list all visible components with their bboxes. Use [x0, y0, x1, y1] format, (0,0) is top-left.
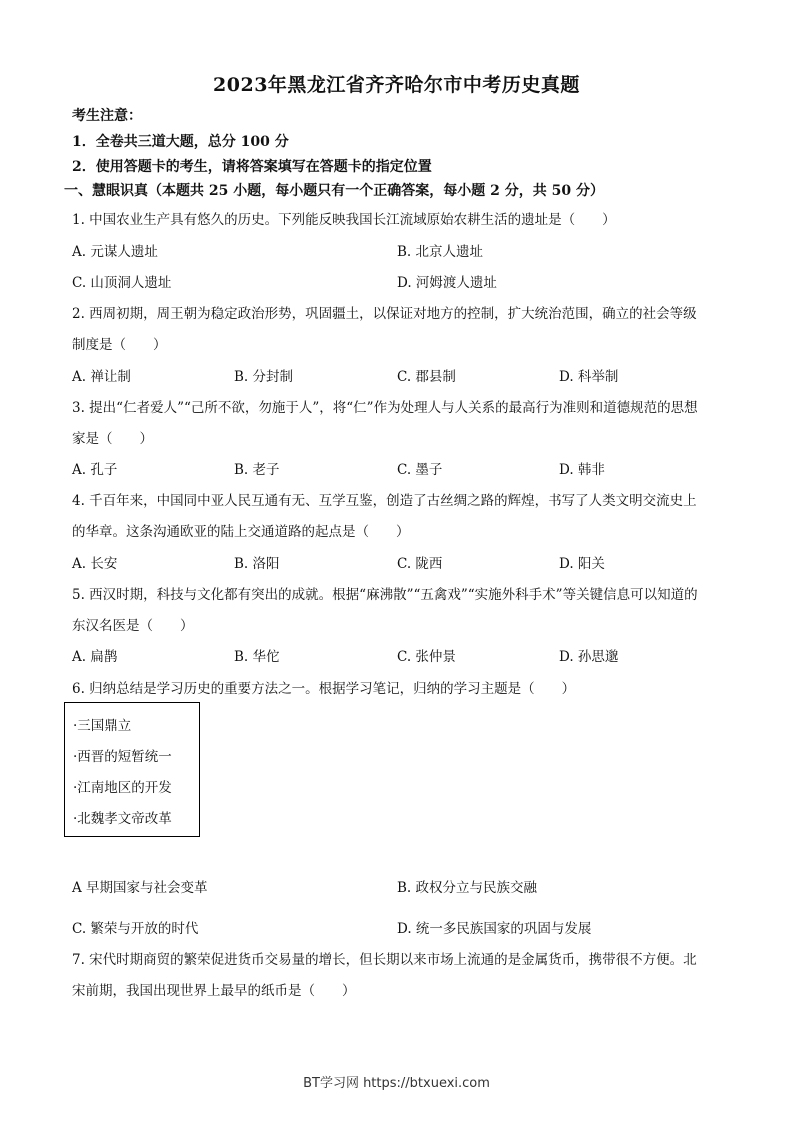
question-6-text: 6. 归纳总结是学习历史的重要方法之一。根据学习笔记，归纳的学习主题是（ ）	[72, 681, 576, 697]
q6-option-d: D. 统一多民族国家的巩固与发展	[397, 921, 592, 937]
question-4-text-line2: 的华章。这条沟通欧亚的陆上交通道路的起点是（ ）	[72, 524, 410, 540]
q4-option-d: D. 阳关	[559, 556, 605, 572]
notice-item-1: 1．全卷共三道大题，总分 100 分	[72, 134, 289, 150]
page-title: 2023年黑龙江省齐齐哈尔市中考历史真题	[213, 74, 580, 96]
q6-option-b: B. 政权分立与民族交融	[397, 880, 538, 896]
q1-option-d: D. 河姆渡人遗址	[397, 275, 497, 291]
notes-item: ·西晋的短暂统一	[73, 749, 172, 765]
notes-item: ·江南地区的开发	[73, 780, 172, 796]
question-4-text-line1: 4. 千百年来，中国同中亚人民互通有无、互学互鉴，创造了古丝绸之路的辉煌，书写了人类文明交流史上	[72, 493, 697, 509]
section-heading: 一、慧眼识真（本题共 25 小题，每小题只有一个正确答案，每小题 2 分，共 50 分）	[64, 183, 604, 199]
question-5-text-line1: 5. 西汉时期，科技与文化都有突出的成就。根据“麻沸散”“五禽戏”“实施外科手术”等关键信息可以知道的	[72, 587, 698, 603]
q5-option-a: A. 扁鹊	[72, 649, 118, 665]
q3-option-c: C. 墨子	[397, 462, 443, 478]
q6-option-a: A 早期国家与社会变革	[72, 880, 208, 896]
notice-heading: 考生注意：	[72, 108, 142, 124]
q2-option-a: A. 禅让制	[72, 369, 131, 385]
question-3-text-line1: 3. 提出“仁者爱人”“己所不欲，勿施于人”，将“仁”作为处理人与人关系的最高行为准则和道德规范的思想	[72, 400, 698, 416]
question-7-text-line2: 宋前期，我国出现世界上最早的纸币是（ ）	[72, 983, 356, 999]
q3-option-b: B. 老子	[234, 462, 280, 478]
q4-option-c: C. 陇西	[397, 556, 443, 572]
q4-option-a: A. 长安	[72, 556, 118, 572]
q2-option-b: B. 分封制	[234, 369, 294, 385]
study-notes-box	[64, 702, 200, 837]
question-1-text: 1. 中国农业生产具有悠久的历史。下列能反映我国长江流域原始农耕生活的遗址是（ ）	[72, 212, 616, 228]
q4-option-b: B. 洛阳	[234, 556, 280, 572]
question-5-text-line2: 东汉名医是（ ）	[72, 618, 194, 634]
q5-option-c: C. 张仲景	[397, 649, 456, 665]
q3-option-a: A. 孔子	[72, 462, 118, 478]
q2-option-c: C. 郡县制	[397, 369, 456, 385]
q2-option-d: D. 科举制	[559, 369, 619, 385]
notes-item: ·三国鼎立	[73, 718, 132, 734]
footer-watermark: BT学习网 https://btxuexi.com	[303, 1076, 490, 1091]
q3-option-d: D. 韩非	[559, 462, 605, 478]
q1-option-a: A. 元谋人遗址	[72, 244, 158, 260]
q1-option-c: C. 山顶洞人遗址	[72, 275, 172, 291]
notice-item-2: 2．使用答题卡的考生，请将答案填写在答题卡的指定位置	[72, 159, 432, 175]
q1-option-b: B. 北京人遗址	[397, 244, 484, 260]
q5-option-b: B. 华佗	[234, 649, 280, 665]
question-2-text-line1: 2. 西周初期，周王朝为稳定政治形势，巩固疆土，以保证对地方的控制，扩大统治范围，确立的社会等级	[72, 306, 697, 322]
question-7-text-line1: 7. 宋代时期商贸的繁荣促进货币交易量的增长，但长期以来市场上流通的是金属货币，携带很不方便。北	[72, 952, 697, 968]
question-3-text-line2: 家是（ ）	[72, 431, 153, 447]
notes-item: ·北魏孝文帝改革	[73, 811, 172, 827]
q6-option-c: C. 繁荣与开放的时代	[72, 921, 199, 937]
question-2-text-line2: 制度是（ ）	[72, 337, 167, 353]
q5-option-d: D. 孙思邈	[559, 649, 619, 665]
